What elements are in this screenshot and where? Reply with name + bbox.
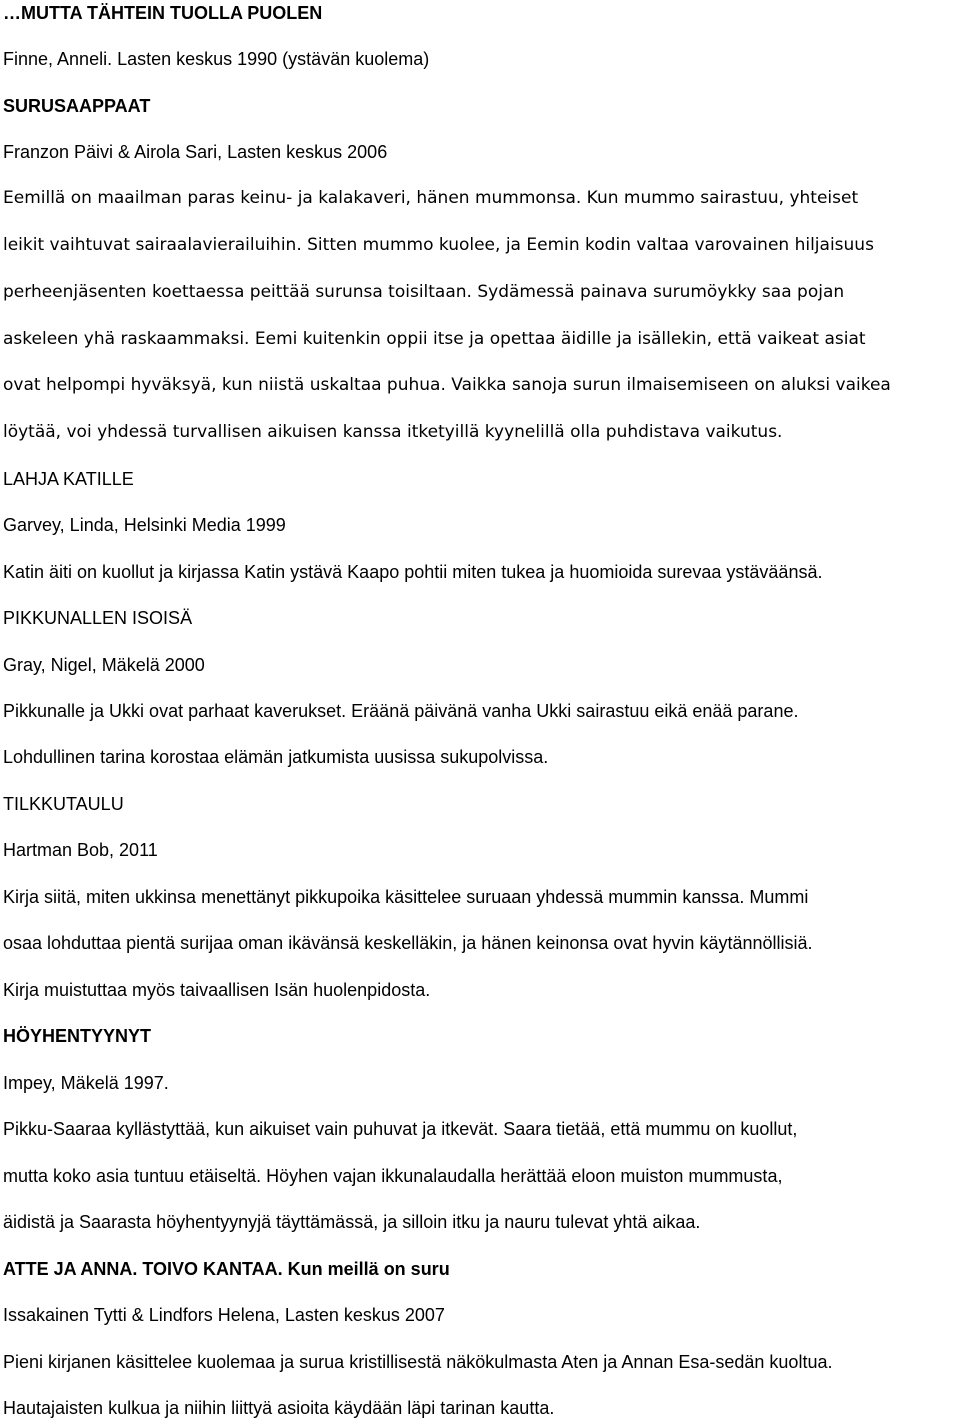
book-info: Franzon Päivi & Airola Sari, Lasten keskus 2006: [3, 142, 388, 162]
book-description-line: osaa lohduttaa pientä surijaa oman ikävänsä keskelläkin, ja hänen keinonsa ovat hyvin käytännöllisiä.: [3, 933, 813, 953]
book-title-surusaappaat: SURUSAAPPAAT: [3, 96, 151, 116]
book-description-line: Pieni kirjanen käsittelee kuolemaa ja surua kristillisestä näkökulmasta Aten ja Annan Esa-sedän kuoltua.: [3, 1352, 833, 1372]
book-description-line: Lohdullinen tarina korostaa elämän jatkumista uusissa sukupolvissa.: [3, 747, 549, 767]
book-info: Impey, Mäkelä 1997.: [3, 1073, 169, 1093]
book-description-line: askeleen yhä raskaammaksi. Eemi kuitenkin oppii itse ja opettaa äidille ja isällekin, että vaikeat asiat: [3, 329, 866, 349]
book-info: Gray, Nigel, Mäkelä 2000: [3, 655, 205, 675]
book-description-line: Katin äiti on kuollut ja kirjassa Katin ystävä Kaapo pohtii miten tukea ja huomioida surevaa ystäväänsä.: [3, 562, 823, 582]
book-title-lahja-katille: LAHJA KATILLE: [3, 469, 134, 489]
book-info: Issakainen Tytti & Lindfors Helena, Lasten keskus 2007: [3, 1305, 445, 1325]
book-description-line: ovat helpompi hyväksyä, kun niistä uskaltaa puhua. Vaikka sanoja surun ilmaisemiseen on aluksi vaikea: [3, 375, 891, 395]
book-description-line: mutta koko asia tuntuu etäiseltä. Höyhen vajan ikkunalaudalla herättää eloon muiston mummusta,: [3, 1166, 783, 1186]
book-description-line: Eemillä on maailman paras keinu- ja kalakaveri, hänen mummonsa. Kun mummo sairastuu, yhteiset: [3, 188, 859, 208]
book-title-hoyhentyynyt: HÖYHENTYYNYT: [3, 1026, 152, 1046]
book-title-tilkkutaulu: TILKKUTAULU: [3, 794, 124, 814]
book-description-line: perheenjäsenten koettaessa peittää surunsa toisiltaan. Sydämessä painava surumöykky saa pojan: [3, 282, 845, 302]
book-description-line: Kirja muistuttaa myös taivaallisen Isän huolenpidosta.: [3, 980, 431, 1000]
book-description-line: leikit vaihtuvat sairaalavierailuihin. Sitten mummo kuolee, ja Eemin kodin valtaa varovainen hiljaisuus: [3, 235, 874, 255]
book-title-mutta-tahtein-tuolla-puolen: …MUTTA TÄHTEIN TUOLLA PUOLEN: [3, 3, 323, 23]
book-description-line: Hautajaisten kulkua ja niihin liittyä asioita käydään läpi tarinan kautta.: [3, 1398, 555, 1418]
book-info: Hartman Bob, 2011: [3, 840, 158, 860]
book-title-atte-ja-anna: ATTE JA ANNA. TOIVO KANTAA. Kun meillä on suru: [3, 1259, 450, 1279]
book-description-line: äidistä ja Saarasta höyhentyynyjä täyttämässä, ja silloin itku ja nauru tulevat yhtä aikaa.: [3, 1212, 701, 1232]
book-description-line: Pikkunalle ja Ukki ovat parhaat kaverukset. Eräänä päivänä vanha Ukki sairastuu eikä enää parane.: [3, 701, 799, 721]
book-info: Garvey, Linda, Helsinki Media 1999: [3, 515, 286, 535]
book-info: Finne, Anneli. Lasten keskus 1990 (ystävän kuolema): [3, 49, 430, 69]
book-description-line: löytää, voi yhdessä turvallisen aikuisen kanssa itketyillä kyynelillä olla puhdistava vaikutus.: [3, 422, 783, 442]
book-description-line: Pikku-Saaraa kyllästyttää, kun aikuiset vain puhuvat ja itkevät. Saara tietää, että mummu on kuollut,: [3, 1119, 798, 1139]
book-title-pikkunallen-isoisa: PIKKUNALLEN ISOISÄ: [3, 608, 193, 628]
book-description-line: Kirja siitä, miten ukkinsa menettänyt pikkupoika käsittelee suruaan yhdessä mummin kanssa. Mummi: [3, 887, 809, 907]
